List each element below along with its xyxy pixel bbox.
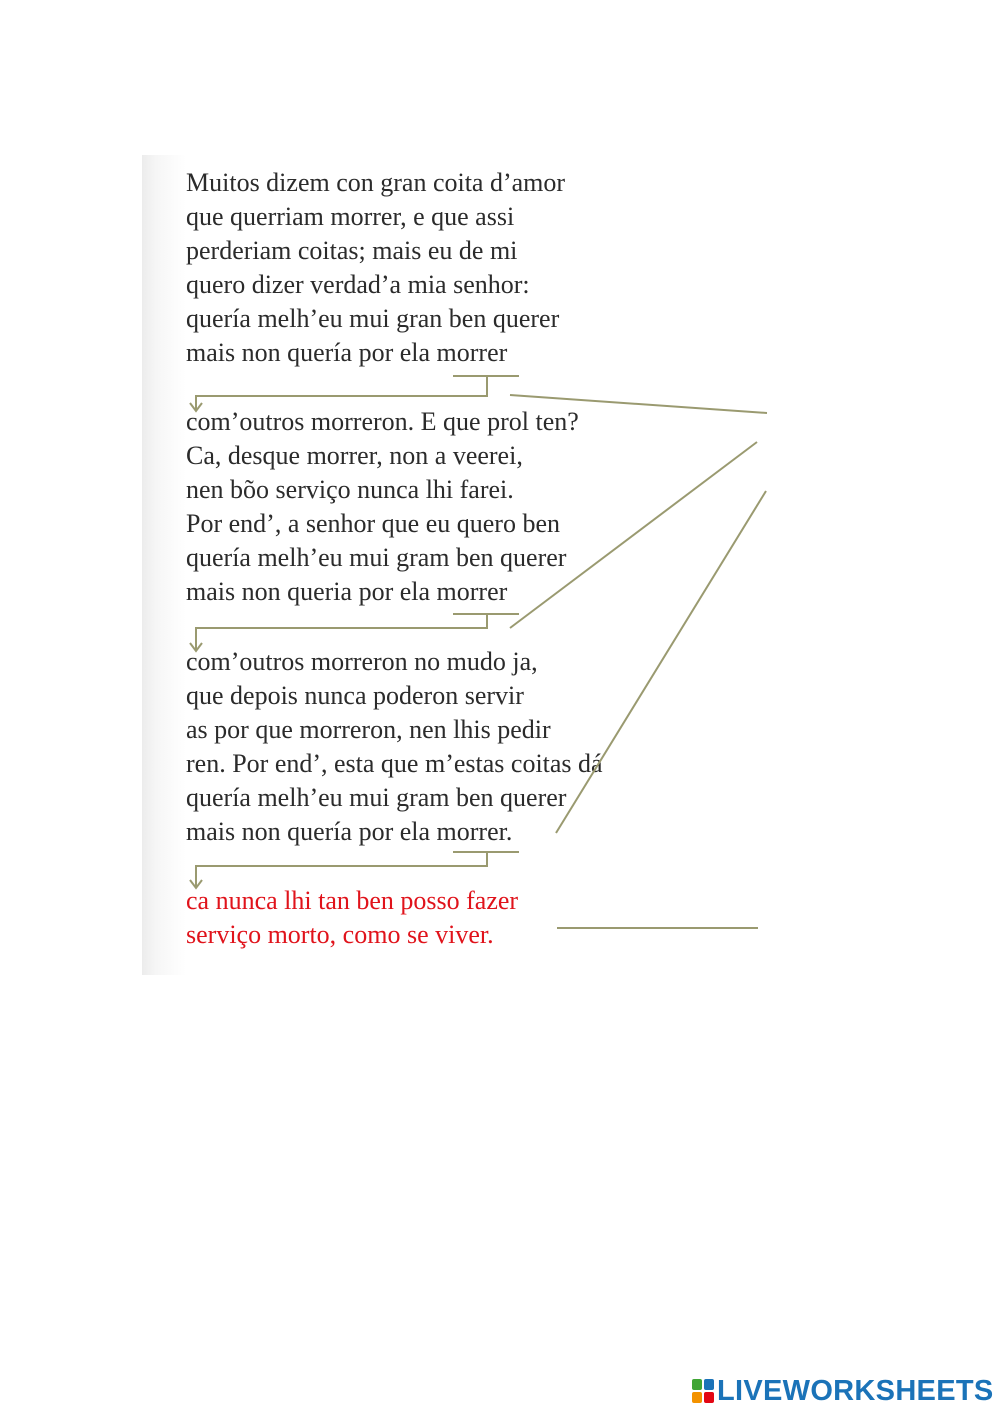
stanza1-line-6: mais non quería por ela morrer <box>186 338 508 367</box>
finda-line-1: ca nunca lhi tan ben posso fazer <box>186 886 519 915</box>
bracket-connector-2 <box>190 614 519 651</box>
finda-line-2: serviço morto, como se viver. <box>186 920 494 949</box>
liveworksheets-logo-icon <box>692 1379 714 1403</box>
stanza1-line-1: Muitos dizem con gran coita d’amor <box>186 168 566 197</box>
stanza2-line-6: mais non queria por ela morrer <box>186 577 508 606</box>
stanza1-line-4: quero dizer verdad’a mia senhor: <box>186 270 530 299</box>
stanza3-line-5: quería melh’eu mui gram ben querer <box>186 783 567 812</box>
answer-line-2 <box>510 442 757 628</box>
stanza2-line-2: Ca, desque morrer, non a veerei, <box>186 441 523 470</box>
stanza3-line-3: as por que morreron, nen lhis pedir <box>186 715 551 744</box>
stanza3-line-1: com’outros morreron no mudo ja, <box>186 647 538 676</box>
bracket-connector-1 <box>190 376 519 411</box>
stanza2-line-1: com’outros morreron. E que prol ten? <box>186 407 579 436</box>
liveworksheets-logo <box>692 1376 994 1406</box>
stanza2-line-4: Por end’, a senhor que eu quero ben <box>186 509 560 538</box>
stanza3-line-2: que depois nunca poderon servir <box>186 681 524 710</box>
stanza1-line-2: que querriam morrer, e que assi <box>186 202 515 231</box>
bracket-connector-3 <box>190 852 519 888</box>
stanza1-line-3: perderiam coitas; mais eu de mi <box>186 236 518 265</box>
stanza3-line-6: mais non quería por ela morrer. <box>186 817 513 846</box>
stanza2-line-3: nen bõo serviço nunca lhi farei. <box>186 475 514 504</box>
answer-line-3 <box>556 491 766 833</box>
stanza1-line-5: quería melh’eu mui gran ben querer <box>186 304 560 333</box>
stanza2-line-5: quería melh’eu mui gram ben querer <box>186 543 567 572</box>
stanza3-line-4: ren. Por end’, esta que m’estas coitas dá <box>186 749 603 778</box>
answer-line-1 <box>510 395 767 413</box>
brand-name: LIVEWORKSHEETS <box>717 1375 994 1407</box>
